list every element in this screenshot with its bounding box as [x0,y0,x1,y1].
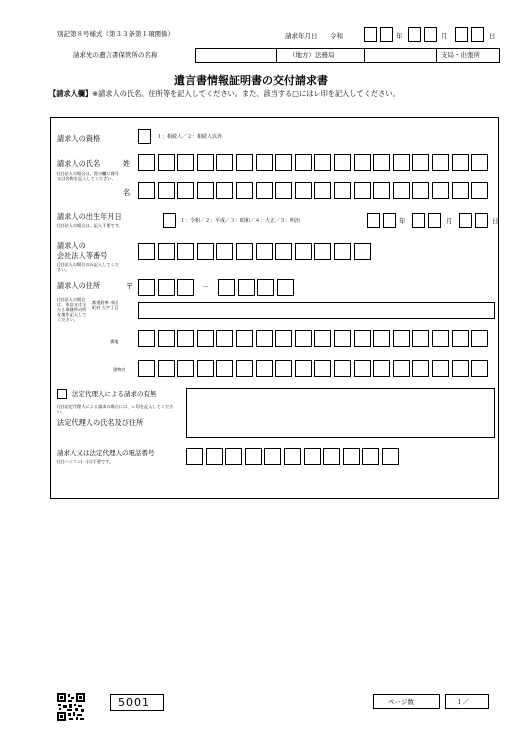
birth-label: 請求人の出生年月日 [57,212,122,221]
corp-label-line2: 会社法人等番号 [57,251,108,260]
instruction-line [49,90,400,97]
name-label: 請求人の氏名 [57,159,101,168]
char-box[interactable] [158,182,175,199]
char-box[interactable] [393,154,410,171]
phone-note: (注)ハイフン(－)は不要です。 [57,459,114,464]
birth-month-boxes [412,213,443,228]
digit-box[interactable] [295,243,312,260]
digit-box[interactable] [238,279,255,296]
char-box[interactable] [412,360,429,377]
agent-name-label: 法定代理人の氏名及び住所 [57,418,144,427]
char-box[interactable] [452,154,469,171]
year-suffix: 年 [396,32,403,40]
digit-box[interactable] [475,213,488,228]
day-digit-box[interactable] [455,27,468,42]
char-box[interactable] [373,360,390,377]
birth-month-suffix: 月 [446,217,453,225]
char-box[interactable] [452,360,469,377]
char-box[interactable] [177,360,194,377]
char-box[interactable] [236,154,253,171]
char-box[interactable] [452,182,469,199]
page-title: 遺言書情報証明書の交付請求書 [174,74,328,87]
digit-box[interactable] [323,448,340,465]
digit-box[interactable] [225,448,242,465]
year-digit-box[interactable] [380,27,393,42]
building-label: 建物名 [113,367,126,372]
char-box[interactable] [373,182,390,199]
char-box[interactable] [354,182,371,199]
char-box[interactable] [216,154,233,171]
char-box[interactable] [295,360,312,377]
char-box[interactable] [373,330,390,347]
char-box[interactable] [177,330,194,347]
digit-box[interactable] [138,243,155,260]
char-box[interactable] [295,182,312,199]
corp-note: (注)法人の場合のみ記入してください。 [57,262,119,273]
char-box[interactable] [256,182,273,199]
day-suffix: 日 [489,32,496,40]
char-box[interactable] [275,330,292,347]
char-box[interactable] [256,330,273,347]
surname-label: 姓 [123,159,131,168]
qualification-box[interactable] [138,129,151,144]
char-box[interactable] [393,360,410,377]
char-box[interactable] [314,330,331,347]
char-box[interactable] [177,182,194,199]
char-box[interactable] [295,330,312,347]
char-box[interactable] [197,182,214,199]
divider [364,48,365,63]
digit-box[interactable] [304,448,321,465]
qualification-options: １：相続人／２：相続人以外 [157,134,223,140]
month-suffix: 月 [441,32,448,40]
digit-box[interactable] [206,448,223,465]
char-box[interactable] [236,182,253,199]
address-label: 請求人の住所 [57,281,101,290]
birth-era-box[interactable] [163,213,176,228]
char-box[interactable] [158,330,175,347]
digit-box[interactable] [177,243,194,260]
char-box[interactable] [295,154,312,171]
day-digit-box[interactable] [471,27,484,42]
digit-box[interactable] [158,279,175,296]
char-box[interactable] [158,360,175,377]
char-box[interactable] [373,154,390,171]
char-box[interactable] [236,330,253,347]
digit-box[interactable] [245,448,262,465]
digit-box[interactable] [354,243,371,260]
digit-box[interactable] [186,448,203,465]
digit-box[interactable] [367,213,380,228]
agent-name-address-field[interactable] [186,388,495,438]
birth-year-suffix: 年 [399,217,406,225]
date-day-boxes [455,27,486,42]
char-box[interactable] [314,182,331,199]
digit-box[interactable] [218,279,235,296]
digit-box[interactable] [277,279,294,296]
given-name-label: 名 [123,188,131,197]
digit-box[interactable] [177,279,194,296]
prefecture-city-field[interactable] [138,302,495,319]
divider [276,48,277,63]
digit-box[interactable] [216,243,233,260]
digit-box[interactable] [284,448,301,465]
char-box[interactable] [432,154,449,171]
char-box[interactable] [138,360,155,377]
digit-box[interactable] [264,448,281,465]
month-digit-box[interactable] [408,27,421,42]
char-box[interactable] [452,330,469,347]
phone-label: 請求人又は法定代理人の電話番号 [57,449,155,457]
form-number: 5001 [118,696,150,709]
birth-day-boxes [459,213,490,228]
digit-box[interactable] [257,279,274,296]
corp-label-line1: 請求人の [57,241,86,250]
year-digit-box[interactable] [364,27,377,42]
postal-mark: 〒 [126,282,134,291]
char-box[interactable] [275,182,292,199]
banchi-boxes [138,330,491,347]
char-box[interactable] [236,360,253,377]
instruction-prefix: 【請求人欄】 [49,89,93,98]
digit-box[interactable] [412,213,425,228]
char-box[interactable] [354,154,371,171]
birth-note: (注)法人の場合は、記入不要です。 [57,223,123,228]
char-box[interactable] [197,154,214,171]
divider [436,48,437,63]
digit-box[interactable] [382,448,399,465]
char-box[interactable] [334,154,351,171]
char-box[interactable] [412,330,429,347]
char-box[interactable] [354,330,371,347]
char-box[interactable] [138,330,155,347]
birth-year-boxes [367,213,398,228]
digit-box[interactable] [428,213,441,228]
month-digit-box[interactable] [424,27,437,42]
char-box[interactable] [471,154,488,171]
char-box[interactable] [471,330,488,347]
office-name-label: 請求先の遺言書保管所の名称 [73,51,158,59]
char-box[interactable] [432,182,449,199]
branch-label: 支局・出張所 [441,51,480,59]
char-box[interactable] [334,330,351,347]
name-note: (注)法人の場合は、姓の欄に商号又は名称を記入してください。 [57,171,119,182]
given-name-boxes [138,182,491,199]
digit-box[interactable] [158,243,175,260]
char-box[interactable] [275,360,292,377]
char-box[interactable] [256,154,273,171]
char-box[interactable] [334,182,351,199]
char-box[interactable] [314,154,331,171]
request-date-label: 請求年月日 [285,32,318,40]
qr-code-icon [57,693,85,721]
instruction-text: ※請求人の氏名、住所等を記入してください。また、該当する [92,89,293,98]
checkbox-symbol: □ [292,89,300,98]
instruction-suffix: にはレ印を記入してください。 [299,89,400,98]
char-box[interactable] [314,360,331,377]
char-box[interactable] [412,182,429,199]
page-value: １／ [456,698,469,706]
postal-dash: － [202,282,210,291]
digit-box[interactable] [236,243,253,260]
date-year-boxes [364,27,395,42]
digit-box[interactable] [275,243,292,260]
digit-box[interactable] [362,448,379,465]
agent-note: (注)法定代理人による請求の場合には、レ印を記入してください。 [57,404,174,415]
char-box[interactable] [197,360,214,377]
page-label: ページ数 [388,698,414,706]
char-box[interactable] [216,330,233,347]
char-box[interactable] [393,182,410,199]
char-box[interactable] [256,360,273,377]
birth-era-options: １：令和／２：平成／３：昭和／４：大正／５：明治 [180,218,301,224]
digit-box[interactable] [256,243,273,260]
char-box[interactable] [432,330,449,347]
char-box[interactable] [275,154,292,171]
qualification-label: 請求人の資格 [57,134,101,143]
era-label: 令和 [330,32,343,40]
phone-boxes [186,448,402,465]
surname-boxes [138,154,491,171]
char-box[interactable] [393,330,410,347]
char-box[interactable] [334,360,351,377]
char-box[interactable] [158,154,175,171]
birth-day-suffix: 日 [492,217,499,225]
digit-box[interactable] [138,279,155,296]
char-box[interactable] [138,182,155,199]
digit-box[interactable] [343,448,360,465]
agent-checkbox-label: 法定代理人による請求の有無 [72,390,157,398]
bureau-label: （地方）法務局 [289,51,335,59]
char-box[interactable] [138,154,155,171]
digit-box[interactable] [314,243,331,260]
building-boxes [138,360,491,377]
date-month-boxes [408,27,439,42]
char-box[interactable] [177,154,194,171]
digit-box[interactable] [383,213,396,228]
digit-box[interactable] [197,243,214,260]
agent-checkbox[interactable] [57,389,67,399]
prefecture-label: 都道府県 市区町村 大字丁目 [92,300,119,311]
char-box[interactable] [471,360,488,377]
postal-code-first [138,279,197,296]
char-box[interactable] [432,360,449,377]
digit-box[interactable] [459,213,472,228]
corp-number-boxes [138,243,373,260]
char-box[interactable] [412,154,429,171]
char-box[interactable] [471,182,488,199]
char-box[interactable] [216,182,233,199]
digit-box[interactable] [334,243,351,260]
postal-code-second [218,279,296,296]
char-box[interactable] [354,360,371,377]
char-box[interactable] [216,360,233,377]
form-id: 別記第８号様式（第３３条第１項関係） [57,30,174,38]
address-note: (注)法人の場合は、本店又は主たる事務所の所在地を記入してください。 [57,297,87,323]
banchi-label: 番地 [110,339,119,344]
char-box[interactable] [197,330,214,347]
